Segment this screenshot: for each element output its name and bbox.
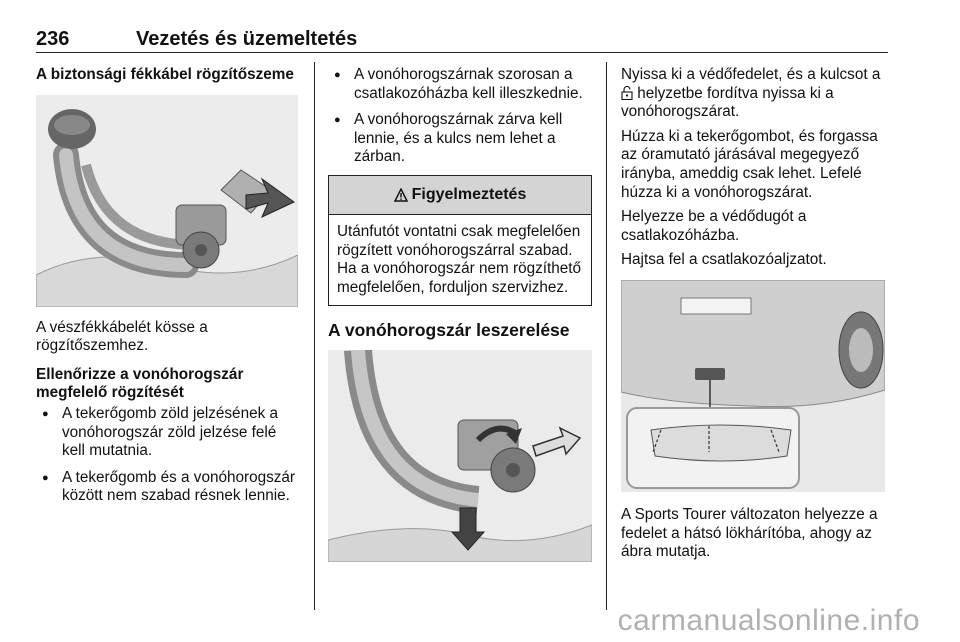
check-heading: Ellenőrizze a vonóhorogszár megfelelő rögzítését [36, 365, 244, 402]
warning-header [329, 176, 591, 215]
intro-paragraph [621, 66, 887, 122]
list-item: ● A vonóhorogszárnak szorosan a csatlakozóházba kell illeszkednie. [328, 66, 592, 103]
watermark: carmanualsonline.info [617, 604, 920, 637]
column-1 [36, 66, 298, 506]
check-list-continued [328, 66, 592, 167]
cable-eye-caption: A vészfékkábelét kösse a rögzítőszemhez. [36, 318, 208, 355]
column-divider-1 [314, 62, 315, 610]
paragraph-sports-tourer: A Sports Tourer változaton helyezze a fedelet a hátsó lökhárítóba, ahogy az ábra mutatja. [621, 505, 878, 561]
section-title: Vezetés és üzemeltetés [136, 28, 358, 50]
paragraph-fold-socket: Hajtsa fel a csatlakozóaljzatot. [621, 251, 827, 269]
paragraph-insert-plug: Helyezze be a védődugót a csatlakozóházba. [621, 208, 807, 244]
intro-text-start: Nyissa ki a védőfedelet, és a kulcsot a [621, 66, 881, 83]
warning-triangle-icon [394, 188, 408, 202]
list-item: ● A tekerőgomb zöld jelzésének a vonóhorogszár zöld jelzése felé kell mutatnia. [36, 405, 298, 461]
warning-text: Utánfutót vontatni csak megfelelően rögzített vonóhorogszárral szabad. Ha a vonóhorogszár nem rögzíthető megfelelően, forduljon szervizhez. [337, 222, 582, 296]
list-item: ● A tekerőgomb és a vonóhorogszár között nem szabad résnek lennie. [36, 469, 298, 506]
warning-box [328, 175, 592, 306]
header-divider [36, 52, 888, 53]
page-header [36, 28, 888, 50]
unlocked-padlock-icon [621, 86, 633, 100]
column-2 [328, 66, 592, 562]
column-3 [621, 66, 887, 562]
column-divider-2 [606, 62, 607, 610]
tow-hook-cable-eye-illustration [36, 95, 298, 307]
warning-title: Figyelmeztetés [411, 185, 527, 203]
rear-bumper-cover-illustration [621, 280, 885, 492]
check-list [36, 405, 298, 506]
paragraph-turn-knob: Húzza ki a tekerőgombot, és forgassa az óramutató járásával megegyező irányba, ameddig csak lehet. Lefelé húzza ki a vonóhorogszárat. [621, 127, 878, 201]
tow-bar-removal-illustration [328, 350, 592, 562]
cable-eye-heading: A biztonsági fékkábel rögzítőszeme [36, 66, 294, 83]
removal-heading: A vonóhorogszár leszerelése [328, 320, 570, 341]
intro-text-end: helyzetbe fordítva nyissa ki a vonóhorogszárat. [621, 84, 834, 121]
list-item: ● A vonóhorogszárnak zárva kell lennie, és a kulcs nem lehet a zárban. [328, 111, 592, 167]
page-number: 236 [36, 28, 70, 50]
